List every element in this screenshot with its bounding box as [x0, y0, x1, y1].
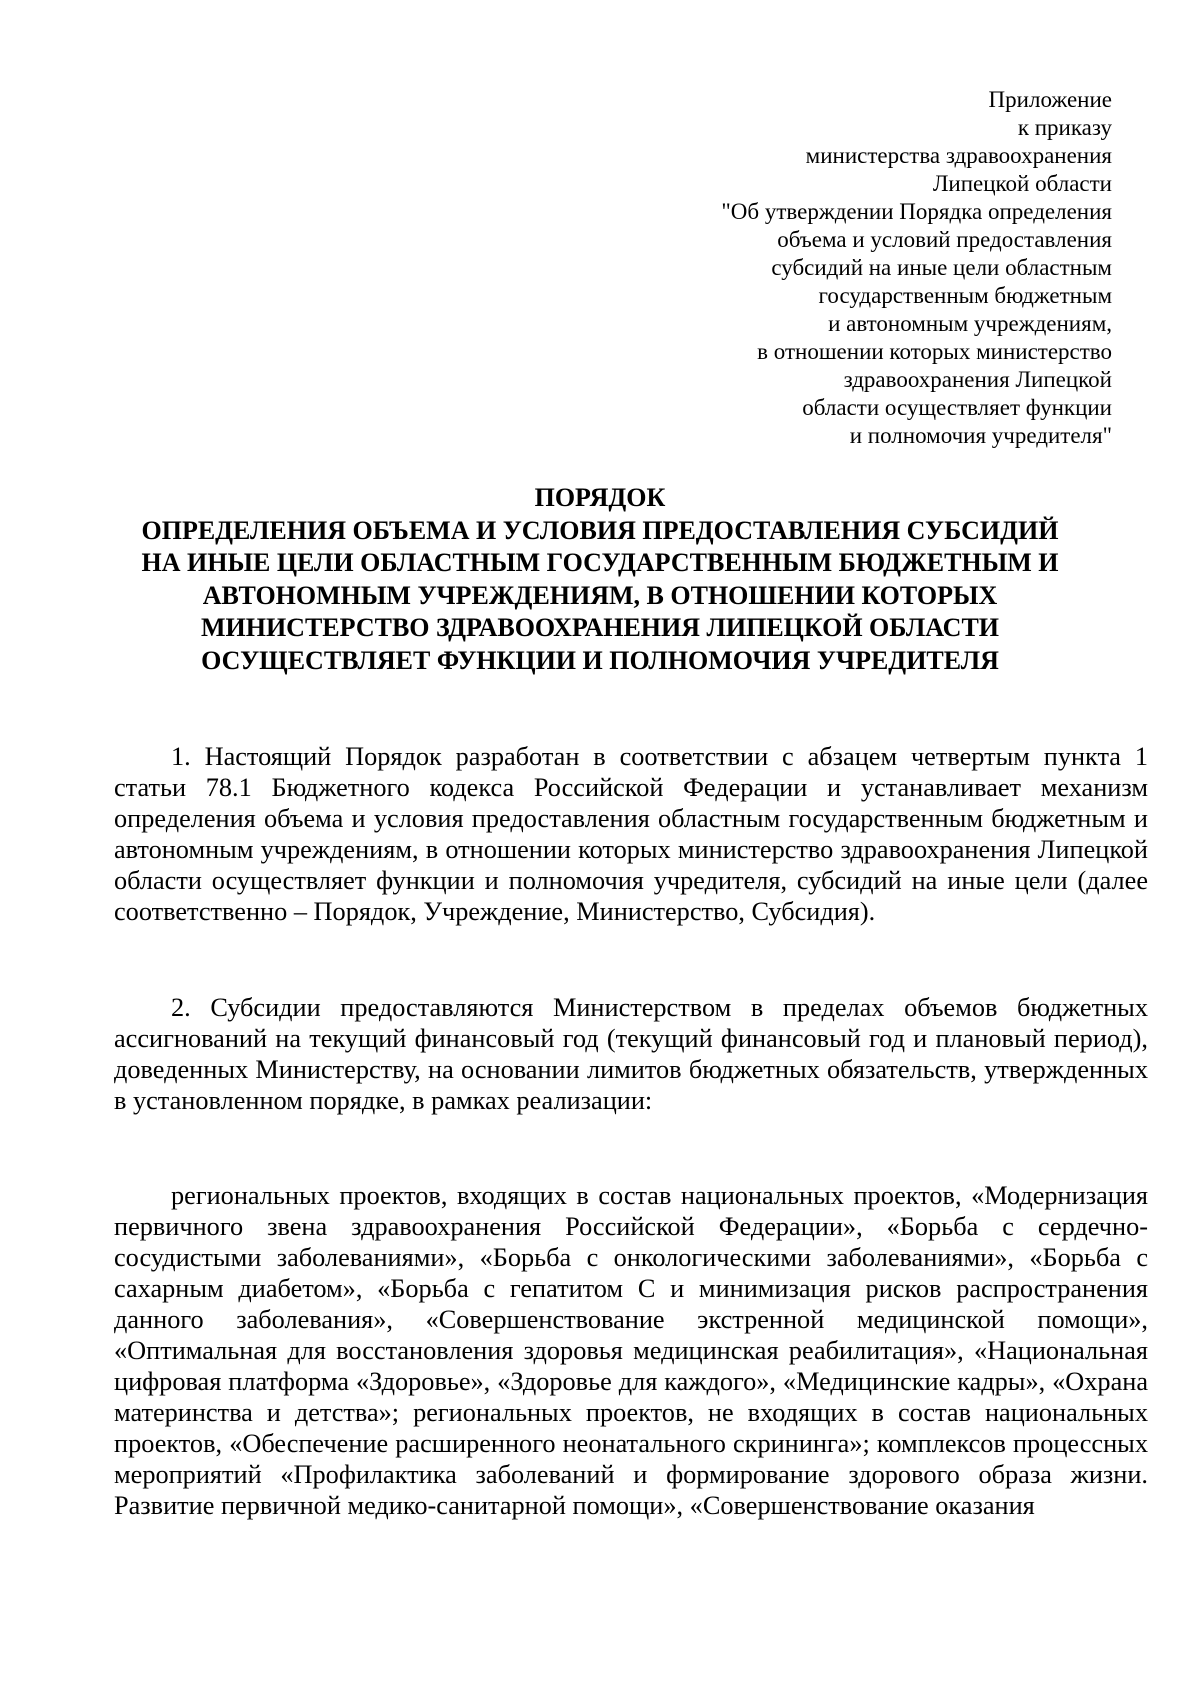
appendix-line: субсидий на иные цели областным [771, 255, 1112, 280]
appendix-line: к приказу [1017, 115, 1112, 140]
appendix-line: министерства здравоохранения [805, 143, 1112, 168]
appendix-line: и полномочия учредителя" [849, 423, 1112, 448]
title-line: ОСУЩЕСТВЛЯЕТ ФУНКЦИИ И ПОЛНОМОЧИЯ УЧРЕДИТЕЛЯ [201, 645, 999, 675]
appendix-line: Приложение [988, 87, 1112, 112]
appendix-line: объема и условий предоставления [777, 227, 1112, 252]
paragraph-1-block [114, 741, 1148, 927]
appendix-line: в отношении которых министерство [757, 339, 1112, 364]
appendix-line: здравоохранения Липецкой [843, 367, 1112, 392]
paragraph-2: 2. Субсидии предоставляются Министерством в пределах объемов бюджетных ассигнований на текущий финансовый год (текущий финансовый год и плановый период), доведенных Министерству, на основании лимитов бюджетных обязательств, утвержденных в установленном порядке, в рамках реализации: [114, 993, 1148, 1115]
title-line: МИНИСТЕРСТВО ЗДРАВООХРАНЕНИЯ ЛИПЕЦКОЙ ОБЛАСТИ [200, 613, 1000, 642]
paragraph-3: региональных проектов, входящих в состав национальных проектов, «Модернизация первичного звена здравоохранения Российской Федерации», «Борьба с сердечно-сосудистыми заболеваниями», «Борьба с онкологическими заболеваниями», «Борьба с сахарным диабетом», «Борьба с гепатитом С и минимизация рисков распространения данного заболевания», «Совершенствование экстренной медицинской помощи», «Оптимальная для восстановления здоровья медицинская реабилитация», «Национальная цифровая платформа «Здоровье», «Здоровье для каждого», «Медицинские кадры», «Охрана материнства и детства»; региональных проектов, не входящих в состав национальных проектов, «Обеспечение расширенного неонатального скрининга»; комплексов процессных мероприятий «Профилактика заболеваний и формирование здорового образа жизни. Развитие первичной медико-санитарной помощи», «Совершенствование оказания [114, 1181, 1148, 1520]
title-line: ПОРЯДОК [534, 483, 666, 512]
appendix-line: государственным бюджетным [818, 283, 1112, 308]
title-line: НА ИНЫЕ ЦЕЛИ ОБЛАСТНЫМ ГОСУДАРСТВЕННЫМ БЮДЖЕТНЫМ И [141, 548, 1059, 577]
paragraph-1: 1. Настоящий Порядок разработан в соответствии с абзацем четвертым пункта 1 статьи 78.1 Бюджетного кодекса Российской Федерации и устанавливает механизм определения объема и условия предоставления областным государственным бюджетным и автономным учреждениям, в отношении которых министерство здравоохранения Липецкой области осуществляет функции и полномочия учредителя, субсидий на иные цели (далее соответственно – Порядок, Учреждение, Министерство, Субсидия). [114, 742, 1148, 926]
appendix-line: области осуществляет функции [802, 395, 1112, 420]
document-title [100, 482, 1100, 677]
paragraph-2-block [114, 992, 1148, 1116]
appendix-line: и автономным учреждениям, [828, 311, 1112, 336]
appendix-block [592, 86, 1112, 450]
title-line: ОПРЕДЕЛЕНИЯ ОБЪЕМА И УСЛОВИЯ ПРЕДОСТАВЛЕНИЯ СУБСИДИЙ [141, 515, 1059, 545]
title-line: АВТОНОМНЫМ УЧРЕЖДЕНИЯМ, В ОТНОШЕНИИ КОТОРЫХ [202, 580, 998, 610]
appendix-line: Липецкой области [932, 171, 1112, 196]
appendix-line: "Об утверждении Порядка определения [721, 199, 1112, 224]
paragraph-3-block [114, 1180, 1148, 1521]
